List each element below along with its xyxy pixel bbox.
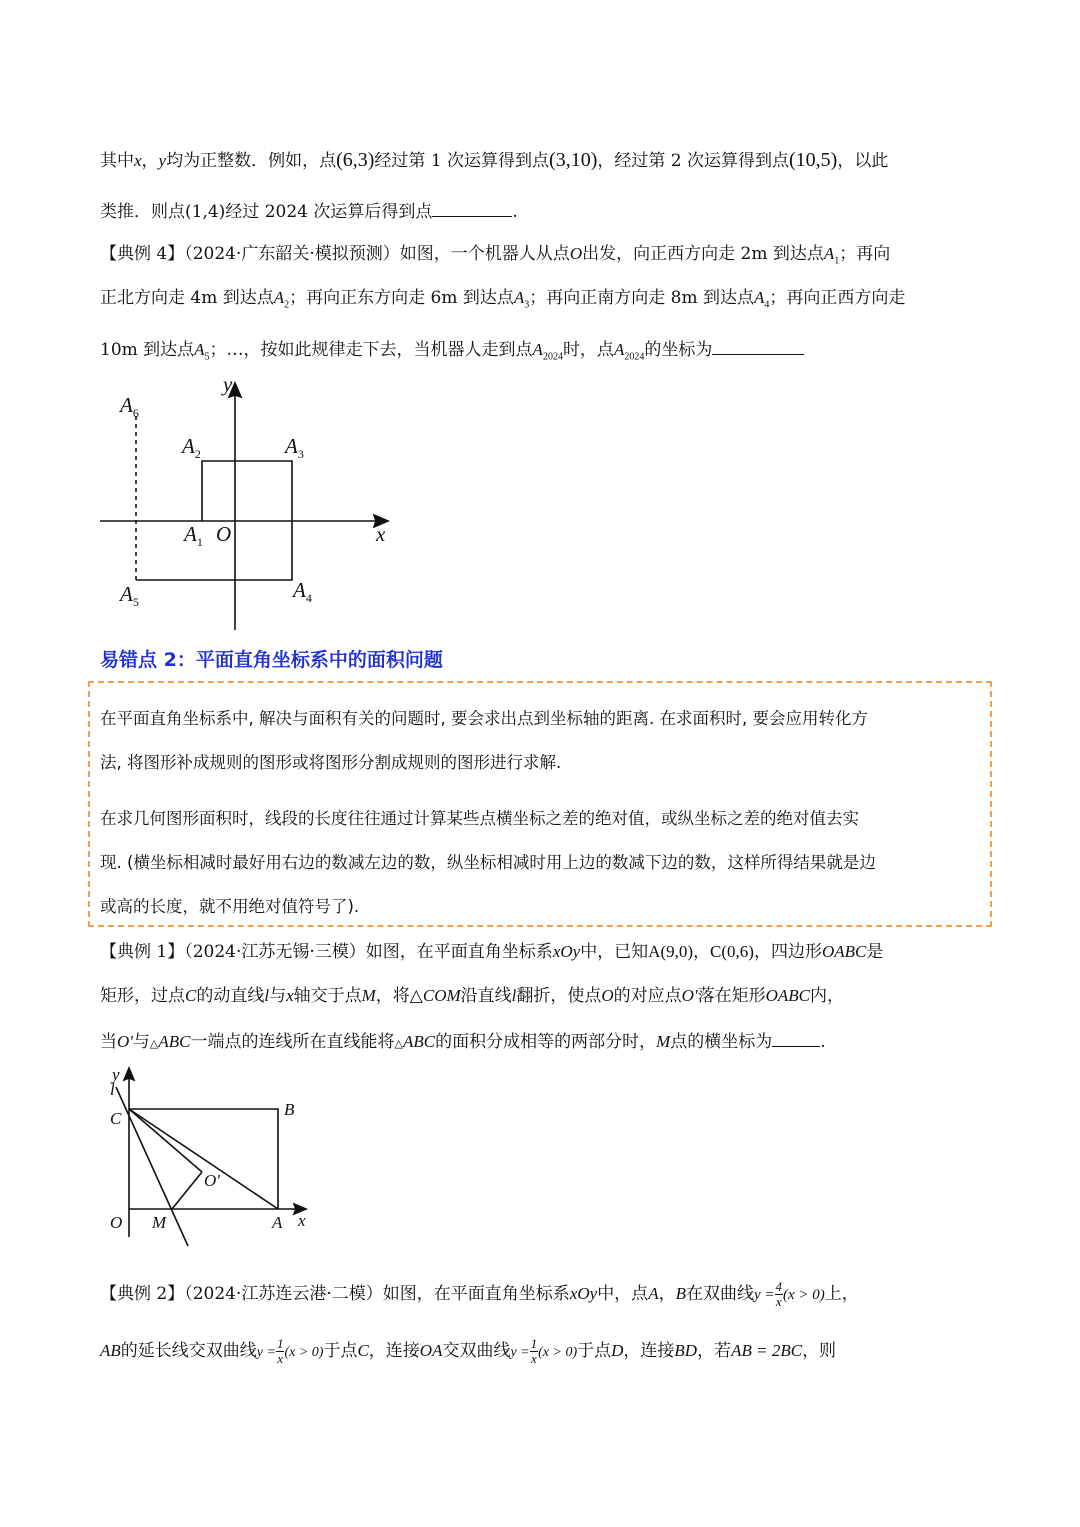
var: D: [611, 1341, 624, 1360]
text: （2024·江苏无锡·三模）如图，在平面直角坐标系: [184, 942, 553, 962]
text: 经过第 1 次运算得到点: [374, 151, 550, 171]
y-axis-arrow: [124, 1068, 134, 1080]
var: x: [286, 986, 294, 1005]
example2-line-1: [100, 1280, 859, 1309]
var: M: [361, 986, 376, 1005]
fraction-4-over-x: [775, 1280, 784, 1309]
var-xOy: xOy: [552, 942, 581, 961]
text: 的对应点: [613, 986, 682, 1006]
triangle-icon: △: [149, 1037, 159, 1050]
var-A: A: [532, 340, 543, 359]
label-A1: $A_1$: [184, 522, 203, 549]
var: BD: [674, 1341, 698, 1360]
label-A4: $A_4$: [293, 578, 312, 605]
condition: (x > 0): [783, 1287, 825, 1303]
text: 的坐标为: [644, 340, 713, 360]
label-l: l: [110, 1080, 115, 1099]
var: y =: [510, 1345, 530, 1360]
point-10-5: (10,5): [789, 149, 838, 171]
text: ，四边形: [753, 942, 822, 962]
text: 上，: [824, 1284, 859, 1304]
text: 一端点的连线所在直线能将: [190, 1032, 395, 1052]
var: l: [264, 986, 270, 1005]
label-O: O: [110, 1213, 123, 1232]
text: 在双曲线: [685, 1284, 754, 1304]
line-MO2: [172, 1172, 202, 1209]
text: 于点: [577, 1341, 612, 1361]
label-x: x: [376, 522, 386, 546]
text: 类推．则点(1,4)经过 2024 次运算后得到点: [100, 202, 433, 222]
var: y =: [256, 1345, 276, 1360]
intro-line-1: [100, 148, 888, 173]
text: ，: [658, 1284, 676, 1304]
text: 时，点: [562, 340, 614, 360]
var: O: [601, 986, 614, 1005]
text: 沿直线: [460, 986, 512, 1006]
intro-line-2: [100, 198, 518, 224]
text: 的动直线: [196, 986, 265, 1006]
text: （2024·江苏连云港·二模）如图，在平面直角坐标系: [184, 1284, 570, 1304]
tip-paragraph: 或高的长度，就不用绝对值符号了).: [100, 897, 360, 916]
label-C: C: [110, 1109, 122, 1128]
label-A: A: [272, 1213, 283, 1232]
text: ；…，按如此规律走下去，当机器人走到点: [209, 340, 533, 360]
text: 的延长线交双曲线: [120, 1341, 257, 1361]
label-O: O: [216, 522, 232, 546]
text: 其中: [100, 151, 134, 171]
var-A: A: [613, 340, 625, 359]
example-tag: 【典例 1】: [100, 942, 185, 962]
text: ，则: [802, 1341, 837, 1361]
var: COM: [422, 986, 461, 1005]
var: l: [511, 986, 517, 1005]
label-B: B: [284, 1100, 295, 1119]
text: 落在矩形: [697, 986, 766, 1006]
var: A: [648, 1284, 659, 1303]
var: OABC: [765, 986, 810, 1005]
answer-blank[interactable]: [772, 1028, 820, 1047]
text: （2024·广东韶关·模拟预测）如图，一个机器人从点: [184, 244, 570, 264]
tip-paragraph: 法, 将图形补成规则的图形或将图形分割成规则的图形进行求解.: [100, 753, 562, 772]
var: C: [185, 986, 197, 1005]
var: ABC: [402, 1032, 436, 1051]
label-A3: $A_3$: [285, 434, 304, 461]
numerator: 1: [276, 1336, 284, 1351]
example4-line-1: [100, 242, 890, 273]
var: C: [357, 1341, 369, 1360]
var: OA: [419, 1341, 443, 1360]
subscript: 4: [764, 299, 770, 311]
subscript: 2024: [624, 351, 645, 363]
numerator: 1: [530, 1336, 538, 1351]
label-x: x: [298, 1211, 306, 1230]
example4-line-2: [100, 286, 905, 317]
robot-path-figure: [90, 365, 410, 635]
point-3-10: (3,10): [549, 149, 598, 171]
var: AB = 2BC: [731, 1341, 803, 1360]
var-A: A: [513, 288, 525, 307]
text: 内，: [809, 986, 844, 1006]
text: 出发，向正西方向走 2m 到达点: [582, 244, 824, 264]
example1-line-3: [100, 1028, 826, 1056]
text: 是: [866, 942, 884, 962]
point-C: C(0,6): [710, 942, 754, 961]
rectangle-fold-figure: [100, 1062, 330, 1252]
var: ABC: [158, 1032, 191, 1051]
line-CA: [129, 1109, 278, 1209]
label-A6: $A_6$: [120, 393, 139, 420]
example2-line-2: [100, 1337, 836, 1366]
text: .: [820, 1032, 826, 1052]
subscript: 5: [204, 351, 210, 363]
text: 中，已知: [580, 942, 649, 962]
tip-box: [88, 681, 992, 927]
label-y: y: [223, 372, 233, 396]
denominator: x: [775, 1294, 782, 1309]
label-O-prime: O': [204, 1171, 220, 1190]
var-xOy: xOy: [569, 1284, 598, 1303]
text: ；再向: [839, 244, 891, 264]
var: O': [117, 1032, 133, 1051]
text: ，若: [697, 1341, 732, 1361]
tip-paragraph: 在求几何图形面积时，线段的长度往往通过计算某些点横坐标之差的绝对值，或纵坐标之差的绝对值去实: [100, 809, 859, 828]
point-A: A(9,0): [648, 942, 694, 961]
var: AB: [100, 1341, 121, 1360]
subscript: 2: [284, 299, 290, 311]
var-x: x: [134, 151, 142, 170]
triangle-icon: △: [394, 1037, 403, 1050]
example1-line-2: [100, 984, 844, 1008]
text: ，连接: [368, 1341, 420, 1361]
var: O': [681, 986, 698, 1005]
numerator: 4: [775, 1279, 782, 1294]
text: 的面积分成相等的两部分时，: [435, 1032, 657, 1052]
example-tag: 【典例 4】: [100, 244, 185, 264]
text: 正北方向走 4m 到达点: [100, 288, 274, 308]
subscript: 3: [524, 299, 530, 311]
text: ；再向正南方向走 8m 到达点: [529, 288, 755, 308]
denominator: x: [531, 1351, 537, 1366]
text: 翻折，使点: [516, 986, 602, 1006]
answer-blank[interactable]: [712, 336, 804, 355]
text: ，: [141, 151, 159, 171]
text: 轴交于点: [293, 986, 362, 1006]
text: 当: [100, 1032, 117, 1052]
var: y =: [753, 1287, 775, 1303]
subscript: 1: [834, 255, 840, 267]
var-O: O: [569, 244, 583, 263]
var-A: A: [194, 340, 205, 359]
text: ，将△: [375, 986, 423, 1006]
var-A: A: [273, 288, 285, 307]
text: 交双曲线: [442, 1341, 511, 1361]
answer-blank[interactable]: [432, 198, 512, 217]
text: ，连接: [623, 1341, 675, 1361]
label-y: y: [112, 1065, 120, 1084]
text: 与: [269, 986, 287, 1006]
text: ，以此: [837, 151, 889, 171]
example1-line-1: [100, 940, 883, 964]
text: ，经过第 2 次运算得到点: [597, 151, 789, 171]
label-M: M: [152, 1213, 167, 1232]
var-A: A: [754, 288, 765, 307]
text: 点的横坐标为: [670, 1032, 773, 1052]
text: .: [512, 202, 518, 222]
text: ；再向正西方向走: [769, 288, 906, 308]
text: ；再向正东方向走 6m 到达点: [289, 288, 514, 308]
var-y: y: [158, 151, 167, 170]
point-6-3: (6,3): [336, 149, 375, 171]
text: 与: [132, 1032, 150, 1052]
condition: (x > 0): [538, 1345, 578, 1360]
text: 于点: [323, 1341, 358, 1361]
text: ，: [693, 942, 711, 962]
tip-paragraph: 现. (横坐标相减时最好用右边的数减左边的数，纵坐标相减时用上边的数减下边的数，这样所得结果就是边: [100, 853, 876, 872]
text: 10m 到达点: [100, 340, 195, 360]
text: 矩形，过点: [100, 986, 185, 1006]
var-OABC: OABC: [821, 942, 867, 961]
tip-paragraph: 在平面直角坐标系中, 解决与面积有关的问题时, 要会求出点到坐标轴的距离. 在求面积时, 要会应用转化方: [100, 709, 868, 728]
condition: (x > 0): [284, 1345, 324, 1360]
var: B: [675, 1284, 686, 1303]
label-A5: $A_5$: [120, 582, 139, 609]
section-heading: 易错点 2：平面直角坐标系中的面积问题: [100, 649, 443, 671]
text: 中，点: [597, 1284, 649, 1304]
text: 均为正整数．例如，点: [166, 151, 337, 171]
var-A: A: [823, 244, 835, 263]
subscript: 2024: [542, 351, 563, 363]
fraction-1-over-x: [530, 1337, 539, 1366]
label-A2: $A_2$: [182, 434, 201, 461]
var: M: [656, 1032, 671, 1051]
example-tag: 【典例 2】: [100, 1284, 185, 1304]
denominator: x: [277, 1351, 284, 1366]
